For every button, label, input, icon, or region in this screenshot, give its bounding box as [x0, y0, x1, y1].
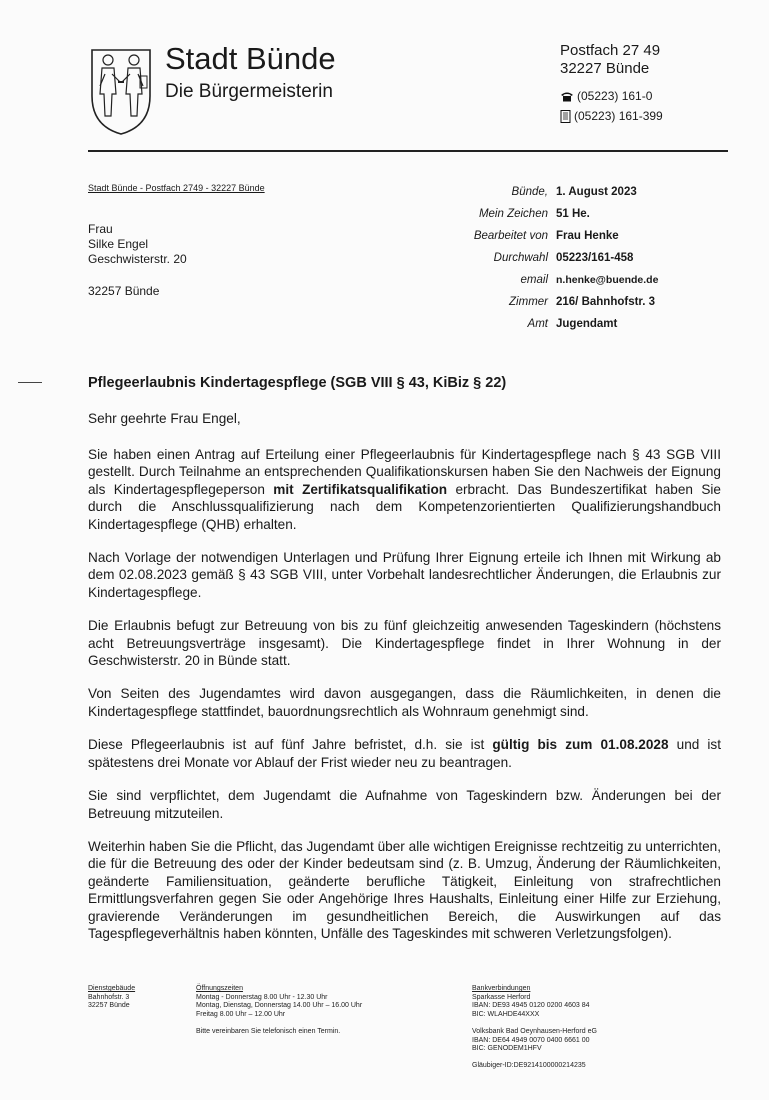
meta-value: Jugendamt: [556, 318, 618, 330]
meta-row: [440, 203, 740, 225]
body-paragraph: [88, 736, 721, 771]
recipient-city: 32257 Bünde: [88, 284, 160, 298]
recipient-street: Geschwisterstr. 20: [88, 252, 187, 266]
body-paragraph: [88, 838, 721, 942]
body-text: und ist spätestens drei Monate vor Ablauf der Frist wieder neu zu beantragen.: [88, 737, 721, 770]
meta-label: Bünde,: [511, 186, 548, 198]
sender-return-line: Stadt Bünde - Postfach 2749 - 32227 Bünde: [88, 183, 265, 193]
footer-line: 32257 Bünde: [88, 1002, 130, 1010]
footer-line: Montag - Donnerstag 8.00 Uhr - 12.30 Uhr: [196, 993, 328, 1001]
footer-heading: Dienstgebäude: [88, 985, 136, 992]
phone-line: [560, 89, 652, 103]
reference-block: [440, 181, 740, 335]
body-text: Sie haben einen Antrag auf Erteilung einer Pflegeerlaubnis für Kindertagespflege nach § 43 SGB VIII gestellt. Durch Teilnahme an entsprechenden Qualifikationskursen haben Sie den Nachweis der Eignung als Kindertagespflegeperson: [88, 447, 721, 497]
po-box-address: [560, 42, 660, 78]
footer-line: Freitag 8.00 Uhr – 12.00 Uhr: [196, 1010, 286, 1018]
footer-line: BIC: GENODEM1HFV: [472, 1045, 542, 1053]
body-paragraph: [88, 446, 721, 533]
body-paragraph: [88, 787, 721, 822]
meta-label: Amt: [527, 318, 548, 330]
footer-line: BIC: WLAHDE44XXX: [472, 1010, 540, 1018]
footer-line: Bitte vereinbaren Sie telefonisch einen Termin.: [196, 1027, 341, 1035]
footer-line: IBAN: DE93 4945 0120 0200 4603 84: [472, 1002, 590, 1010]
meta-row: [440, 225, 740, 247]
office-name: Die Bürgermeisterin: [165, 81, 333, 102]
header-divider: [88, 150, 728, 152]
footer-hours: [196, 985, 362, 1037]
emphasis-text: mit Zertifikatsqualifikation: [273, 481, 448, 497]
coat-of-arms-icon: [88, 46, 154, 136]
emphasis-text: gültig bis zum 01.08.2028: [492, 737, 669, 753]
meta-row: [440, 181, 740, 203]
body-text: Sie sind verpflichtet, dem Jugendamt die Aufnahme von Tageskindern bzw. Änderungen bei der Betreuung mitzuteilen.: [88, 788, 721, 821]
recipient-name: Silke Engel: [88, 237, 149, 251]
body-text: Nach Vorlage der notwendigen Unterlagen und Prüfung Ihrer Eignung erteile ich Ihnen mit Wirkung ab dem 02.08.2023 gemäß § 43 SGB VIII, unter Vorbehalt landesrechtlicher Änderungen, die Erlaubnis zur Kindertagespflege.: [88, 550, 721, 600]
greeting: Sehr geehrte Frau Engel,: [88, 411, 241, 426]
phone-number: (05223) 161-0: [577, 89, 653, 103]
meta-row: [440, 269, 740, 291]
footer-line: Montag, Dienstag, Donnerstag 14.00 Uhr – 16.00 Uhr: [196, 1002, 363, 1010]
meta-value: 05223/161-458: [556, 252, 634, 264]
body-text: Von Seiten des Jugendamtes wird davon ausgegangen, dass die Räumlichkeiten, in denen die Kindertagespflege stattfindet, bauordnungsrechtlich als Wohnraum genehmigt sind.: [88, 686, 721, 719]
meta-row: [440, 291, 740, 313]
meta-row: [440, 247, 740, 269]
fold-mark: [18, 382, 42, 383]
po-box: Postfach 27 49: [560, 42, 661, 59]
footer-building: [88, 985, 135, 1011]
footer-line: Gläubiger-ID:DE9214100000214235: [472, 1062, 586, 1070]
body-paragraph: [88, 685, 721, 720]
meta-label: Mein Zeichen: [478, 208, 548, 220]
body-paragraph: [88, 617, 721, 669]
telephone-icon: [560, 91, 574, 102]
footer-bank: [472, 985, 597, 1071]
footer-line: Sparkasse Herford: [472, 993, 531, 1001]
footer-heading: Bankverbindungen: [472, 985, 531, 992]
meta-value: 216/ Bahnhofstr. 3: [556, 296, 656, 308]
meta-label: Bearbeitet von: [473, 230, 548, 242]
city-name: Stadt Bünde: [165, 41, 336, 76]
footer-line: Volksbank Bad Oeynhausen-Herford eG: [472, 1027, 597, 1035]
meta-row: [440, 313, 740, 335]
recipient-salutation: Frau: [88, 222, 113, 236]
fax-line: [560, 109, 663, 123]
body-text: Weiterhin haben Sie die Pflicht, das Jugendamt über alle wichtigen Ereignisse rechtzeitig zu unterrichten, die für die Betreuung des oder der Kinder bedeutsam sind (z. B. Umzug, Änderung der Räumlichkeiten, geänderte Familiensituation, geänderte berufliche Tätigkeit, Einleitung von strafrechtlichen Ermittlungsverfahren gegen Sie oder Angehörige Ihres Haushalts, Einleitung einer Hilfe zur Erziehung, gravierende Veränderungen im gesundheitlichen Bereich, die Auswirkungen auf das Tagespflegeverhältnis haben könnten, Unfälle des Tageskindes mit schweren Verletzungsfolgen).: [88, 838, 721, 941]
meta-value: 51 He.: [556, 208, 590, 220]
meta-value: 1. August 2023: [556, 186, 637, 198]
meta-label: Durchwahl: [493, 252, 548, 264]
po-city: 32227 Bünde: [560, 60, 650, 77]
body-text: Die Erlaubnis befugt zur Betreuung von bis zu fünf gleichzeitig anwesenden Tageskindern (höchstens acht Betreuungsverträge insgesamt). Die Kindertagespflege findet in Ihrer Wohnung in der Geschwisterstr. 20 in Bünde statt.: [88, 618, 721, 669]
footer-line: IBAN: DE64 4949 0070 0400 6661 00: [472, 1036, 590, 1044]
body-text: erbracht. Das Bundeszertifikat haben Sie durch die Anschlussqualifizierung nach dem Kompetenzorientierten Qualifizierungshandbuch Kindertagespflege (QHB) erhalten.: [88, 481, 721, 532]
meta-value: n.henke@buende.de: [556, 274, 659, 286]
meta-label: Zimmer: [509, 296, 548, 308]
meta-value: Frau Henke: [556, 230, 619, 242]
footer-line: Bahnhofstr. 3: [88, 993, 130, 1001]
fax-number: (05223) 161-399: [574, 109, 663, 123]
subject-line: Pflegeerlaubnis Kindertagespflege (SGB VIII § 43, KiBiz § 22): [88, 375, 507, 391]
body-text: Diese Pflegeerlaubnis ist auf fünf Jahre befristet, d.h. sie ist: [88, 737, 493, 753]
footer-heading: Öffnungszeiten: [196, 985, 243, 992]
recipient-address: [88, 222, 187, 267]
meta-label: email: [520, 274, 548, 286]
body-paragraph: [88, 549, 721, 601]
fax-icon: [560, 110, 571, 123]
letter-body: [88, 446, 721, 958]
